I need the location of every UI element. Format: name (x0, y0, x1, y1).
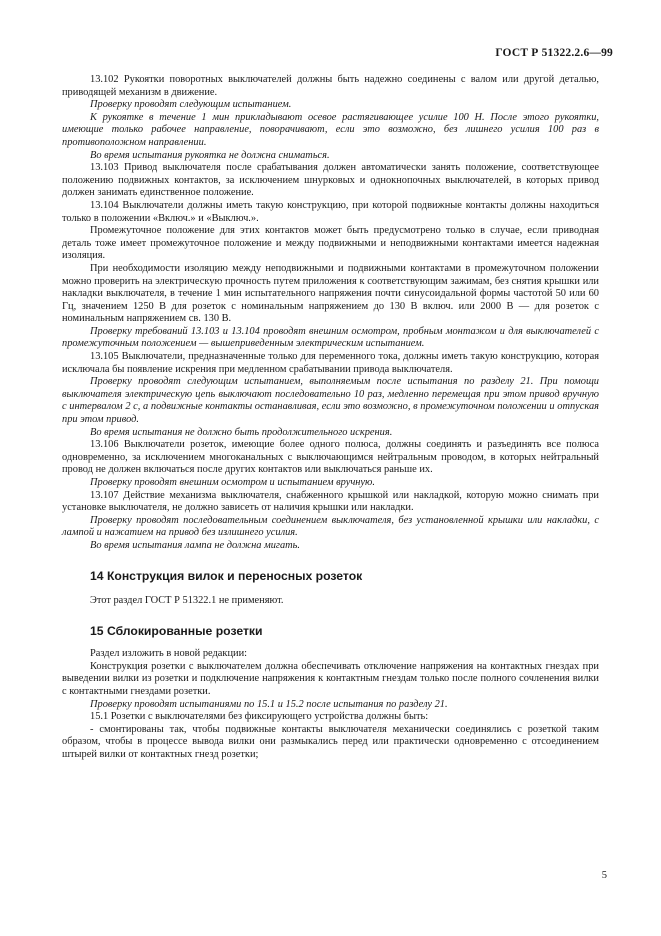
document-header: ГОСТ Р 51322.2.6—99 (495, 47, 613, 59)
document-body (62, 74, 599, 762)
test-note: Проверку требований 13.103 и 13.104 проводят внешним осмотром, пробным монтажом и для выключателей с промежуточным положением — вышеприведенным электрическим испытанием. (62, 325, 599, 350)
paragraph-13-105: 13.105 Выключатели, предназначенные только для переменного тока, должны иметь такую конструкцию, которая исключала бы появление искрения при медленном срабатывании привода выключателя. (62, 351, 599, 375)
paragraph-13-107: 13.107 Действие механизма выключателя, снабженного крышкой или накладкой, которую можно снимать при установке выключателя, не должно зависеть от наличия крышки или накладки. (62, 489, 599, 514)
test-note: Проверку проводят испытаниями по 15.1 и 15.2 после испытания по разделу 21. (90, 698, 448, 710)
section-15-heading: 15 Сблокированные розетки (90, 624, 263, 639)
section-15-intro: Раздел изложить в новой редакции: (90, 648, 248, 660)
test-requirement: Во время испытания лампа не должна мигать. (90, 539, 300, 551)
paragraph-13-106: 13.106 Выключатели розеток, имеющие более одного полюса, должны соединять и разъединять все полюса одновременно, за исключением многоканальных с выключающимся нейтральным проводом, в которых нейтральный провод не должен включаться после других контактов или выключаться раньше их. (62, 439, 599, 476)
paragraph-15-1: 15.1 Розетки с выключателями без фиксирующего устройства должны быть: (90, 711, 429, 723)
test-procedure: Проверку проводят последовательным соединением выключателя, без установленной крышки или накладки, с лампой и нажатием на привод без излишнего усилия. (62, 514, 599, 539)
section-14-heading: 14 Конструкция вилок и переносных розеток (90, 568, 363, 583)
test-note: Проверку проводят следующим испытанием. (90, 99, 292, 111)
test-procedure: К рукоятке в течение 1 мин прикладывают осевое растягивающее усилие 100 Н. После этого рукоятки, имеющие только рабочее направление, поворачивают, если это возможно, без лишнего усилия 100 раз в противоположном направлении. (62, 111, 599, 148)
paragraph-insulation-test: При необходимости изоляцию между неподвижными и подвижными контактами в промежуточном положении можно проверить на электрическую прочность путем приложения к соответствующим зажимам, без снятия крышки или накладки выключателя, в течение 1 мин испытательного напряжения почти синусоидальной формы частотой 50 или 60 Гц, значением 1250 В для розеток с номинальным напряжением до 130 В включ. или 2000 В — для розеток с номинальным напряжением св. 130 В. (62, 262, 599, 325)
paragraph-13-102: 13.102 Рукоятки поворотных выключателей должны быть надежно соединены с валом или другой деталью, приводящей механизм в движение. (62, 74, 599, 98)
list-item: - смонтированы так, чтобы подвижные контакты выключателя механически соединялись с розеткой таким образом, чтобы в процессе вывода вилки они размыкались перед или практически одновременно с отсоединением штырей вилки от контактных гнезд розетки; (62, 723, 599, 760)
section-14-text: Этот раздел ГОСТ Р 51322.1 не применяют. (90, 594, 284, 606)
paragraph-13-103: 13.103 Привод выключателя после срабатывания должен автоматически занять положение, соответствующее положению подвижных контактов, за исключением шнурковых и однокнопочных выключателей, в которых привод должен занимать единственное положение. (62, 162, 599, 199)
test-requirement: Во время испытания рукоятка не должна сниматься. (90, 149, 330, 161)
paragraph-intermediate-position: Промежуточное положение для этих контактов может быть предусмотрено только в случае, если приводная деталь тоже имеет промежуточное положение и между подвижными и неподвижными контактами имеется надежная изоляция. (62, 225, 599, 262)
test-requirement: Во время испытания не должно быть продолжительного искрения. (90, 426, 393, 438)
test-procedure: Проверку проводят следующим испытанием, выполняемым после испытания по разделу 21. При помощи выключателя электрическую цепь выключают последовательно 10 раз, медленно перемещая при этом привод вручную с интервалом 2 с, а подвижные контакты останавливая, если это возможно, в промежуточном положении и отпуская при этом привод. (62, 376, 599, 426)
section-15-requirement: Конструкция розетки с выключателем должна обеспечивать отключение напряжения на контактных гнездах при выведении вилки из розетки и подключение напряжения к контактным гнездам только после полного сочленения вилки с контактными гнездами розетки. (62, 660, 599, 697)
test-note: Проверку проводят внешним осмотром и испытанием вручную. (90, 477, 375, 488)
paragraph-13-104: 13.104 Выключатели должны иметь такую конструкцию, при которой подвижные контакты должны находиться только в положении «Включ.» и «Выключ.». (62, 199, 599, 224)
page-number: 5 (601, 870, 607, 881)
